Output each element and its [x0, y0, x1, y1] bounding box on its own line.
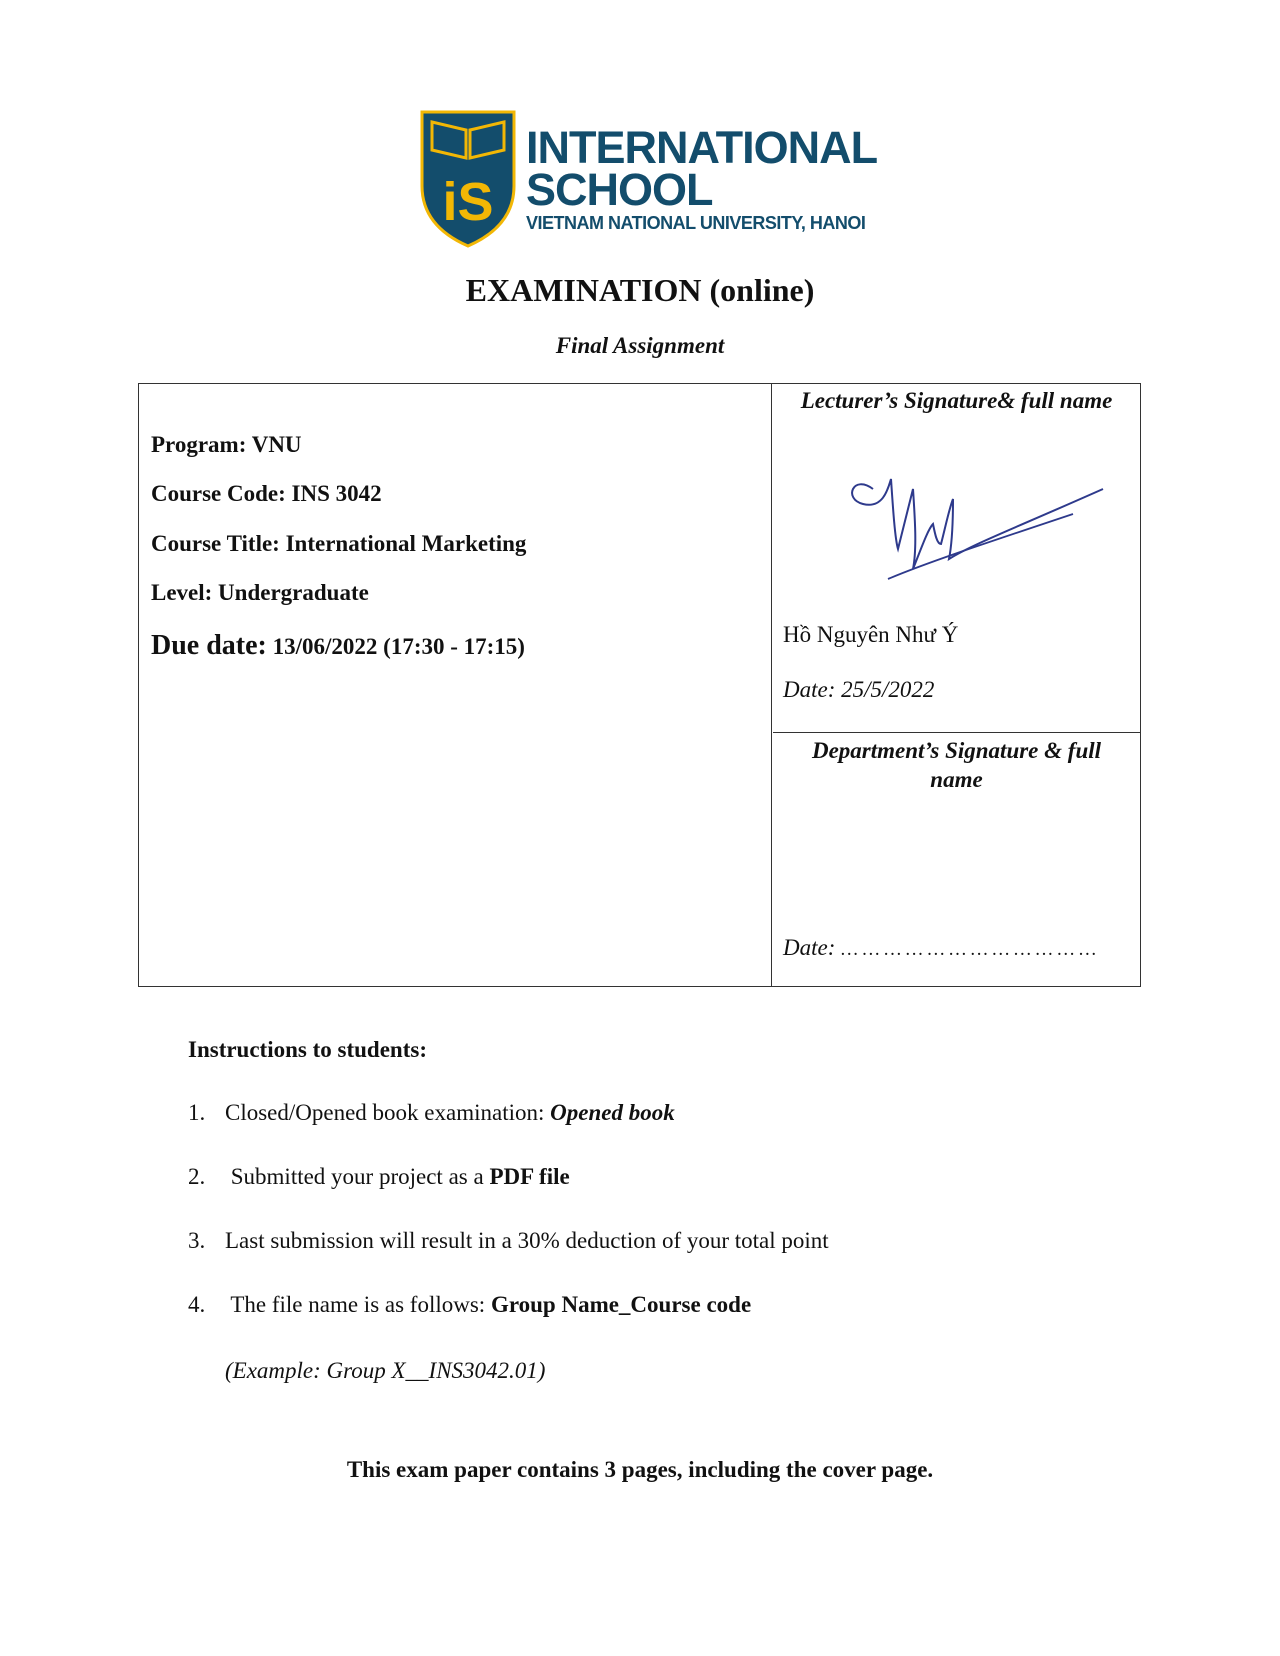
department-signature-heading: Department’s Signature & full name: [811, 738, 1102, 792]
logo-line-university: VIETNAM NATIONAL UNIVERSITY, HANOI: [526, 213, 866, 233]
crest-letters: iS: [442, 172, 494, 232]
instruction-emphasis: Opened book: [550, 1100, 675, 1125]
instruction-item: [188, 1100, 675, 1126]
logo-line-school: SCHOOL: [526, 164, 713, 215]
instruction-emphasis: Group Name_Course code: [490, 1292, 752, 1317]
lecturer-name: Hồ Nguyên Như Ý: [783, 622, 959, 647]
instruction-emphasis: PDF file: [489, 1164, 570, 1189]
lecturer-signature-cell: [773, 384, 1140, 733]
exam-subtitle: Final Assignment: [555, 333, 725, 358]
department-date: [783, 935, 1096, 961]
logo-wordmark: [526, 122, 878, 236]
due-date-value: 13/06/2022 (17:30 - 17:15): [266, 634, 525, 659]
department-date-label: Date:: [783, 935, 842, 960]
department-date-blank: … … … … … … … … … … … …: [841, 939, 1097, 960]
program-field: Program: VNU: [151, 432, 302, 457]
exam-title: EXAMINATION (online): [465, 272, 815, 308]
course-details-cell: [139, 384, 772, 986]
instruction-number: 2.: [188, 1164, 206, 1189]
due-date-label: Due date:: [151, 630, 267, 661]
instruction-number: 1.: [188, 1100, 206, 1125]
logo-line-international: INTERNATIONAL: [526, 122, 878, 173]
instruction-number: 4.: [188, 1292, 206, 1317]
course-code-field: Course Code: INS 3042: [151, 481, 382, 506]
instruction-number: 3.: [188, 1228, 206, 1253]
instruction-text: The file name is as follows:: [225, 1292, 491, 1317]
instructions-heading: Instructions to students:: [188, 1037, 427, 1062]
instruction-item: [188, 1228, 829, 1254]
lecturer-signature-heading: Lecturer’s Signature& full name: [800, 388, 1113, 413]
school-crest-icon: [418, 108, 518, 250]
signature-column: [773, 384, 1140, 986]
due-date-field: [151, 630, 525, 662]
lecturer-date: Date: 25/5/2022: [783, 677, 935, 702]
school-logo: [418, 108, 878, 258]
course-title-field: Course Title: International Marketing: [151, 531, 527, 556]
file-name-example: (Example: Group X__INS3042.01): [225, 1358, 546, 1383]
instruction-text: Last submission will result in a 30% deduction of your total point: [225, 1228, 829, 1253]
level-field: Level: Undergraduate: [151, 580, 369, 605]
instruction-text: Closed/Opened book examination:: [225, 1100, 551, 1125]
instruction-text: Submitted your project as a: [225, 1164, 490, 1189]
lecturer-handwritten-signature: [833, 449, 1113, 589]
page-count-note: This exam paper contains 3 pages, including the cover page.: [346, 1457, 934, 1482]
instruction-item: [188, 1164, 570, 1190]
instruction-item: [188, 1292, 751, 1318]
exam-info-table: [138, 383, 1141, 987]
